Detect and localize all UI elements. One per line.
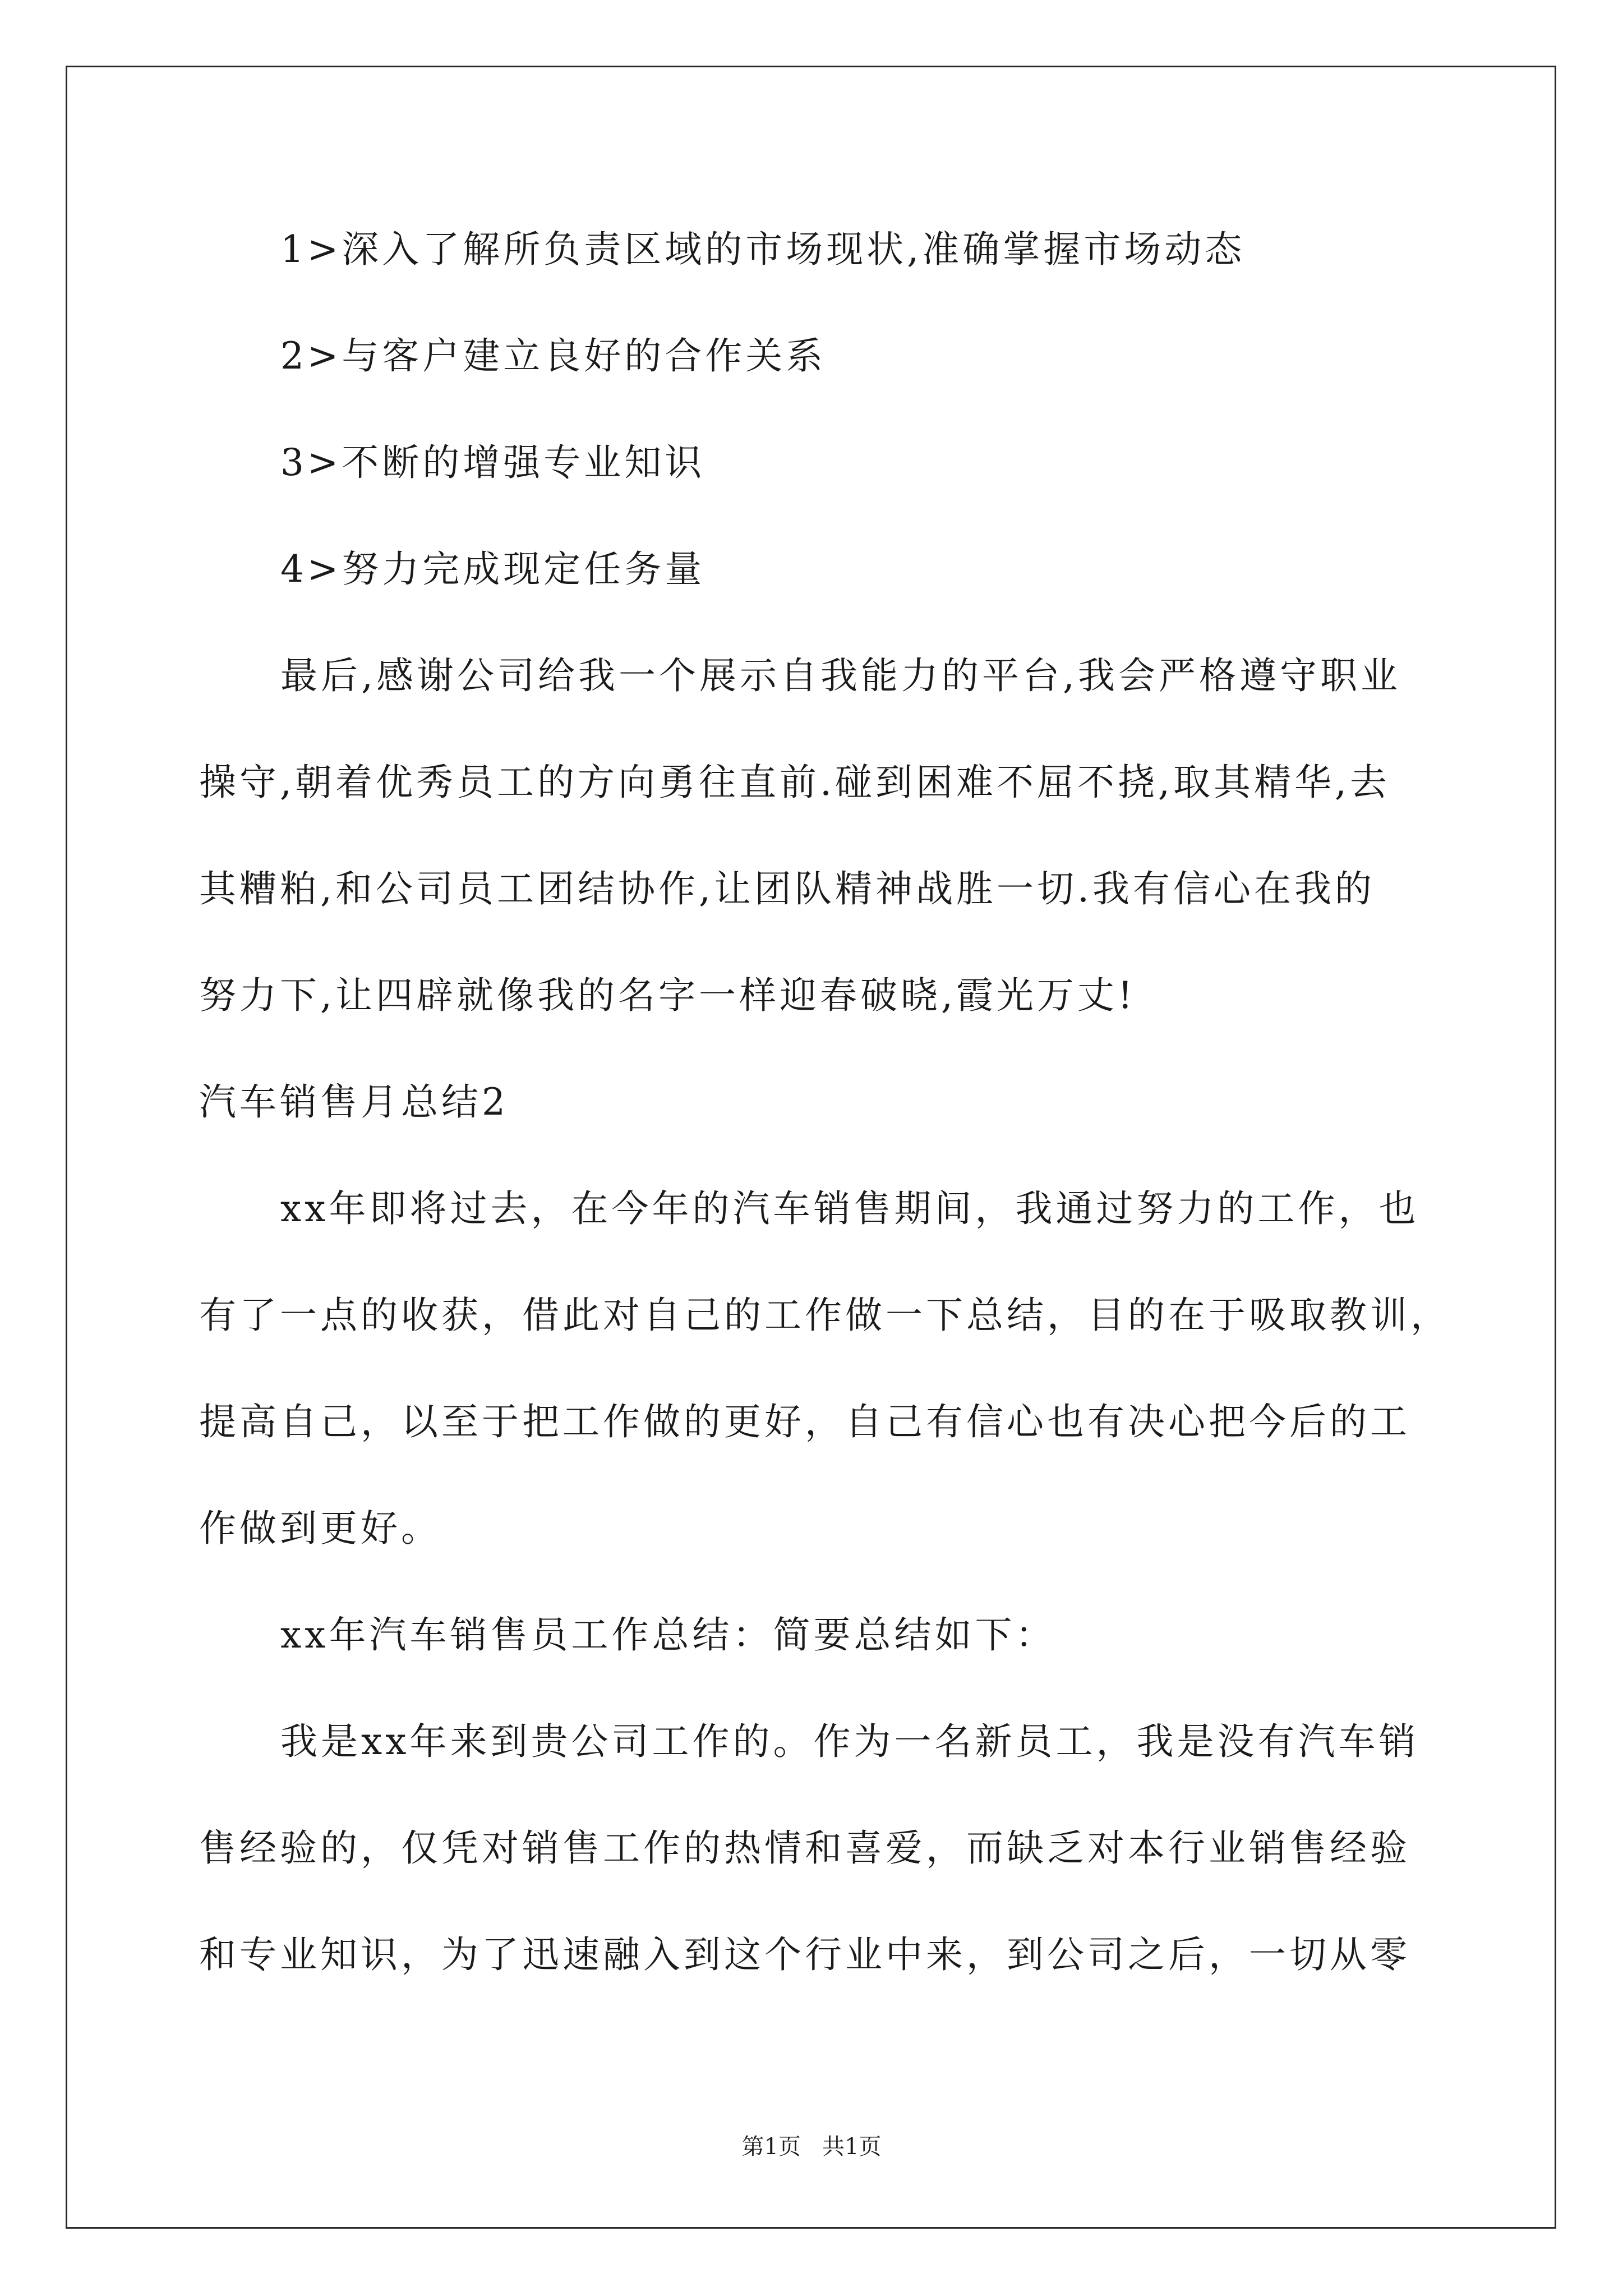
section-heading: 汽车销售月总结2 bbox=[199, 1080, 509, 1124]
list-item-3: 3>不断的增强专业知识 bbox=[280, 441, 706, 484]
list-item-1: 1>深入了解所负责区域的市场现状,准确掌握市场动态 bbox=[280, 228, 1246, 271]
paragraph-line: 作做到更好。 bbox=[199, 1507, 441, 1550]
list-item-2: 2>与客户建立良好的合作关系 bbox=[280, 334, 827, 378]
paragraph-line: 售经验的，仅凭对销售工作的热情和喜爱，而缺乏对本行业销售经验 bbox=[199, 1826, 1410, 1870]
list-item-4: 4>努力完成现定任务量 bbox=[280, 547, 706, 591]
paragraph-line: 最后,感谢公司给我一个展示自我能力的平台,我会严格遵守职业 bbox=[280, 654, 1401, 697]
paragraph-line: 提高自己，以至于把工作做的更好，自己有信心也有决心把今后的工 bbox=[199, 1400, 1410, 1443]
paragraph-line: xx年即将过去，在今年的汽车销售期间，我通过努力的工作，也 bbox=[280, 1187, 1419, 1230]
page-border bbox=[66, 66, 1556, 2229]
paragraph-line: xx年汽车销售员工作总结：简要总结如下： bbox=[280, 1613, 1056, 1657]
paragraph-line: 努力下,让四辟就像我的名字一样迎春破晓,霞光万丈! bbox=[199, 974, 1136, 1017]
paragraph-line: 我是xx年来到贵公司工作的。作为一名新员工，我是没有汽车销 bbox=[280, 1720, 1419, 1763]
page-number-footer: 第1页 共1页 bbox=[741, 2134, 882, 2160]
paragraph-line: 和专业知识，为了迅速融入到这个行业中来，到公司之后，一切从零 bbox=[199, 1933, 1410, 1976]
paragraph-line: 其糟粕,和公司员工团结协作,让团队精神战胜一切.我有信心在我的 bbox=[199, 867, 1375, 910]
paragraph-line: 有了一点的收获，借此对自己的工作做一下总结，目的在于吸取教训， bbox=[199, 1294, 1451, 1337]
paragraph-line: 操守,朝着优秀员工的方向勇往直前.碰到困难不屈不挠,取其精华,去 bbox=[199, 761, 1390, 804]
